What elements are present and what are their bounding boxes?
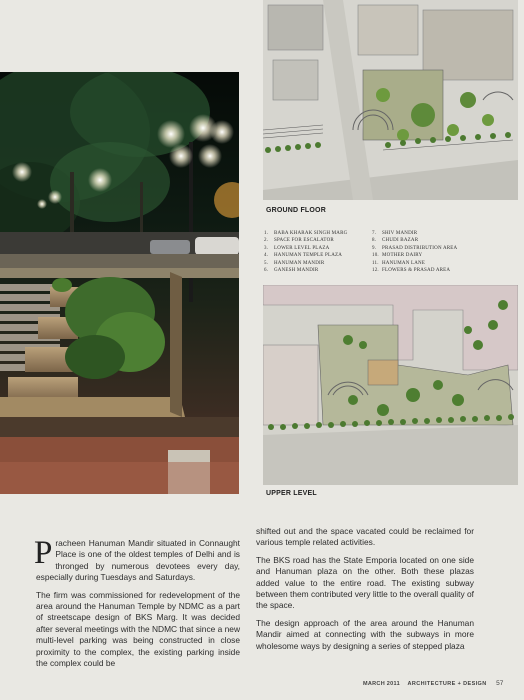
article-paragraph: The BKS road has the State Emporia located on one side and Hanuman plaza on the other. Both these plazas added value to the entire road. The existing subway between them contributed very little to the overall quality of the space. xyxy=(256,554,474,611)
legend-item: 3. LOWER LEVEL PLAZA xyxy=(264,245,330,251)
article-column-right xyxy=(256,526,474,652)
night-photo-illustration xyxy=(0,72,239,494)
night-photo xyxy=(0,72,239,494)
upper-level-drawing xyxy=(263,285,518,485)
article-paragraph: shifted out and the space vacated could be reclaimed for various temple related activities. xyxy=(256,526,474,548)
article-paragraph: Pracheen Hanuman Mandir situated in Connaught Place is one of the oldest temples of Delhi and is thronged by numerous devotees every day, especially during Tuesdays and Saturdays. xyxy=(34,535,240,583)
legend-column-2 xyxy=(372,230,520,274)
page-number: 57 xyxy=(496,680,504,687)
upper-level-caption: UPPER LEVEL xyxy=(266,490,317,497)
issue-date: MARCH 2011 xyxy=(363,681,400,687)
drop-cap: P xyxy=(34,535,53,571)
article-paragraph: The design approach of the area around the Hanuman Mandir aimed at connecting with the subways in more wholesome ways by designing a series of stepped plaza xyxy=(256,617,474,651)
ground-floor-caption: GROUND FLOOR xyxy=(266,207,326,214)
legend-item: 2. SPACE FOR ESCALATOR xyxy=(264,238,334,244)
legend-column-1 xyxy=(264,230,384,274)
legend-item: 4. HANUMAN TEMPLE PLAZA xyxy=(264,253,343,259)
legend-item: 8. CHUDI BAZAR xyxy=(372,238,419,244)
article-column-left xyxy=(34,535,240,669)
legend-item: 11. HANUMAN LANE xyxy=(372,260,426,266)
legend-item: 10. MOTHER DAIRY xyxy=(372,253,423,259)
article-paragraph: The firm was commissioned for redevelopment of the area around the Hanuman Temple by NDMC as a part of streetscape design of BKS Marg. It was decided after several meetings with the NDMC that since a new multi-level parking was being constructed in close proximity to the complex, the existing parking inside the complex could be xyxy=(36,589,240,669)
ground-floor-drawing xyxy=(263,0,518,200)
legend-item: 12. FLOWERS & PRASAD AREA xyxy=(372,267,451,273)
page-footer xyxy=(363,680,503,687)
legend-item: 5. HANUMAN MANDIR xyxy=(264,260,325,266)
legend-item: 7. SHIV MANDIR xyxy=(372,231,418,236)
ground-floor-plan xyxy=(263,0,518,200)
legend-item: 1. BABA KHARAK SINGH MARG xyxy=(264,231,348,236)
legend-item: 9. PRASAD DISTRIBUTION AREA xyxy=(372,245,458,251)
magazine-name: ARCHITECTURE + DESIGN xyxy=(407,681,487,687)
upper-level-plan xyxy=(263,285,518,485)
plan-legend xyxy=(264,230,520,284)
legend-item: 6. GANESH MANDIR xyxy=(264,267,319,273)
